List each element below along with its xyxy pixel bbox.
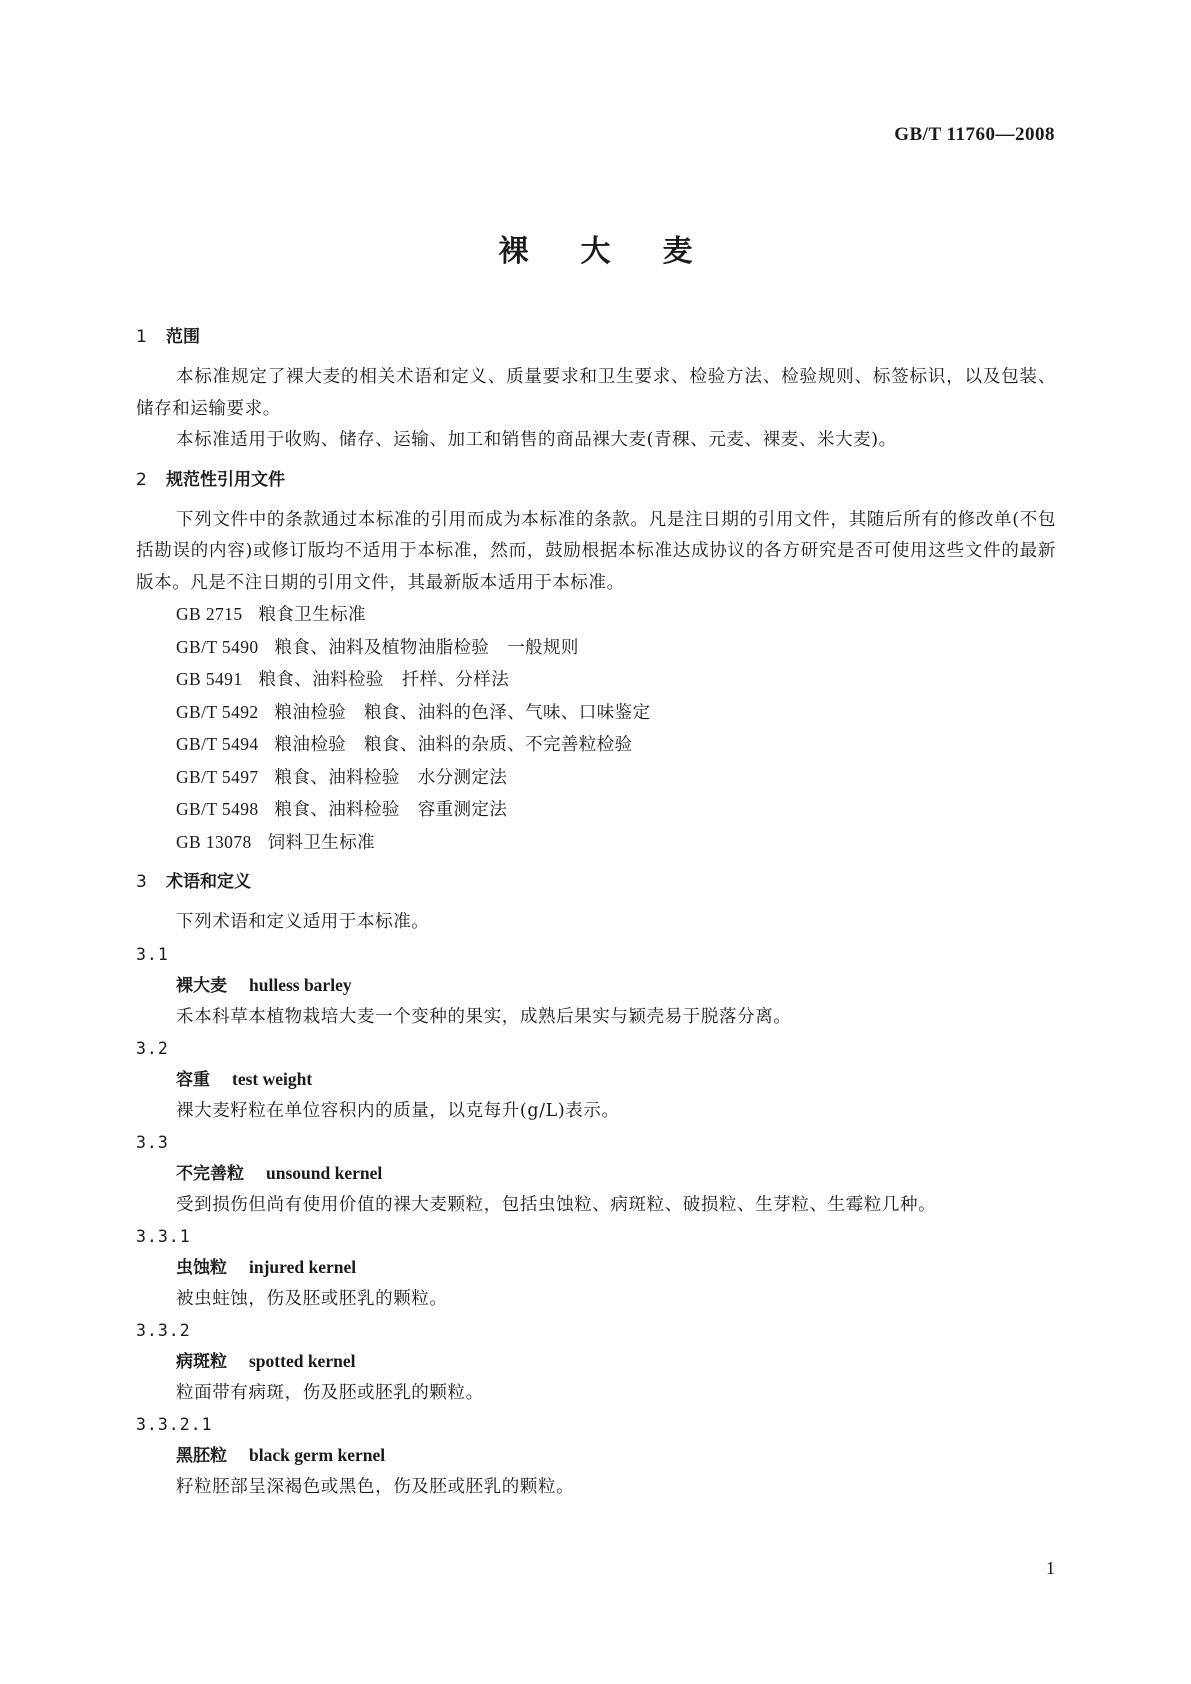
document-title: 裸大麦 (498, 234, 745, 269)
term-chinese: 不完善粒 (176, 1163, 244, 1184)
references-intro: 下列文件中的条款通过本标准的引用而成为本标准的条款。凡是注日期的引用文件，其随后所有的修改单(不包括勘误的内容)或修订版均不适用于本标准，然而，鼓励根据本标准达成协议的各方研究是否可使用这些文件的最新版本。凡是不注日期的引用文件，其最新版本适用于本标准。 (136, 509, 1056, 593)
section-number: 3 (136, 872, 147, 892)
reference-item (136, 762, 1056, 795)
reference-item (136, 664, 1056, 697)
reference-title: 粮油检验 粮食、油料的色泽、气味、口味鉴定 (274, 702, 651, 723)
scope-paragraph: 本标准适用于收购、储存、运输、加工和销售的商品裸大麦(青稞、元麦、裸麦、米大麦)。 (176, 430, 897, 450)
term-entry (136, 939, 1056, 1033)
term-entry (136, 1315, 1056, 1409)
term-definition: 被虫蛀蚀，伤及胚或胚乳的颗粒。 (176, 1288, 448, 1309)
term-entry (136, 1127, 1056, 1221)
term-chinese: 病斑粒 (176, 1351, 227, 1372)
reference-code: GB 2715 (176, 604, 243, 624)
reference-item (136, 794, 1056, 827)
page-number: 1 (1046, 1558, 1055, 1578)
reference-title: 粮食、油料检验 水分测定法 (274, 767, 508, 788)
reference-title: 粮食、油料检验 扦样、分样法 (258, 670, 510, 690)
term-number: 3.3 (136, 1132, 169, 1152)
term-number: 3.3.2.1 (136, 1414, 213, 1434)
term-number: 3.3.1 (136, 1226, 191, 1246)
reference-title: 粮食卫生标准 (258, 605, 366, 625)
scope-paragraph: 本标准规定了裸大麦的相关术语和定义、质量要求和卫生要求、检验方法、检验规则、标签标识，以及包装、储存和运输要求。 (136, 367, 1056, 419)
term-number: 3.3.2 (136, 1320, 191, 1340)
reference-title: 饲料卫生标准 (267, 832, 376, 853)
reference-item (136, 632, 1056, 665)
terms-intro: 下列术语和定义适用于本标准。 (176, 912, 430, 932)
section-title: 范围 (166, 327, 200, 347)
term-name (136, 970, 1056, 1002)
term-english: black germ kernel (249, 1444, 386, 1465)
reference-code: GB 5491 (176, 669, 243, 689)
standard-code: GB/T 11760—2008 (894, 124, 1055, 145)
section-number: 2 (136, 469, 147, 490)
term-english: test weight (232, 1068, 313, 1089)
term-definition: 粒面带有病斑，伤及胚或胚乳的颗粒。 (176, 1382, 484, 1403)
reference-title: 粮食、油料检验 容重测定法 (274, 800, 508, 820)
term-number: 3.2 (136, 1038, 169, 1058)
term-chinese: 裸大麦 (176, 975, 227, 996)
term-name (136, 1158, 1056, 1190)
term-chinese: 黑胚粒 (176, 1445, 227, 1466)
section-heading-normative-references (136, 469, 1056, 503)
reference-item (136, 729, 1056, 762)
section-heading-scope (136, 326, 1056, 360)
reference-item (136, 697, 1056, 730)
reference-list (136, 599, 1056, 859)
term-entry (136, 1409, 1056, 1503)
term-english: unsound kernel (266, 1162, 383, 1183)
term-definition: 裸大麦籽粒在单位容积内的质量，以克每升(g/L)表示。 (176, 1100, 620, 1121)
term-name (136, 1064, 1056, 1096)
term-entry (136, 1221, 1056, 1315)
section-number: 1 (136, 327, 147, 347)
term-name (136, 1252, 1056, 1284)
term-english: spotted kernel (249, 1350, 356, 1371)
section-heading-terms-and-definitions (136, 871, 1056, 905)
document-body (136, 326, 1056, 1503)
term-definition: 禾本科草本植物栽培大麦一个变种的果实，成熟后果实与颖壳易于脱落分离。 (176, 1006, 792, 1027)
term-english: hulless barley (249, 974, 352, 995)
section-title: 术语和定义 (166, 872, 251, 892)
term-definition: 受到损伤但尚有使用价值的裸大麦颗粒，包括虫蚀粒、病斑粒、破损粒、生芽粒、生霉粒几种。 (176, 1194, 937, 1215)
reference-code: GB/T 5498 (176, 799, 259, 819)
reference-item (136, 599, 1056, 632)
term-english: injured kernel (249, 1256, 357, 1277)
term-chinese: 容重 (176, 1069, 210, 1090)
term-name (136, 1440, 1056, 1472)
reference-code: GB/T 5492 (176, 701, 259, 722)
reference-code: GB/T 5497 (176, 766, 259, 787)
reference-code: GB/T 5490 (176, 636, 259, 657)
reference-code: GB/T 5494 (176, 734, 259, 754)
section-title: 规范性引用文件 (166, 469, 285, 490)
reference-code: GB 13078 (176, 831, 252, 852)
term-number: 3.1 (136, 944, 169, 964)
reference-title: 粮油检验 粮食、油料的杂质、不完善粒检验 (274, 735, 633, 755)
term-entry (136, 1033, 1056, 1127)
reference-item (136, 827, 1056, 860)
term-definition: 籽粒胚部呈深褐色或黑色，伤及胚或胚乳的颗粒。 (176, 1476, 575, 1497)
term-name (136, 1346, 1056, 1378)
term-chinese: 虫蚀粒 (176, 1257, 227, 1278)
reference-title: 粮食、油料及植物油脂检验 一般规则 (274, 637, 579, 658)
